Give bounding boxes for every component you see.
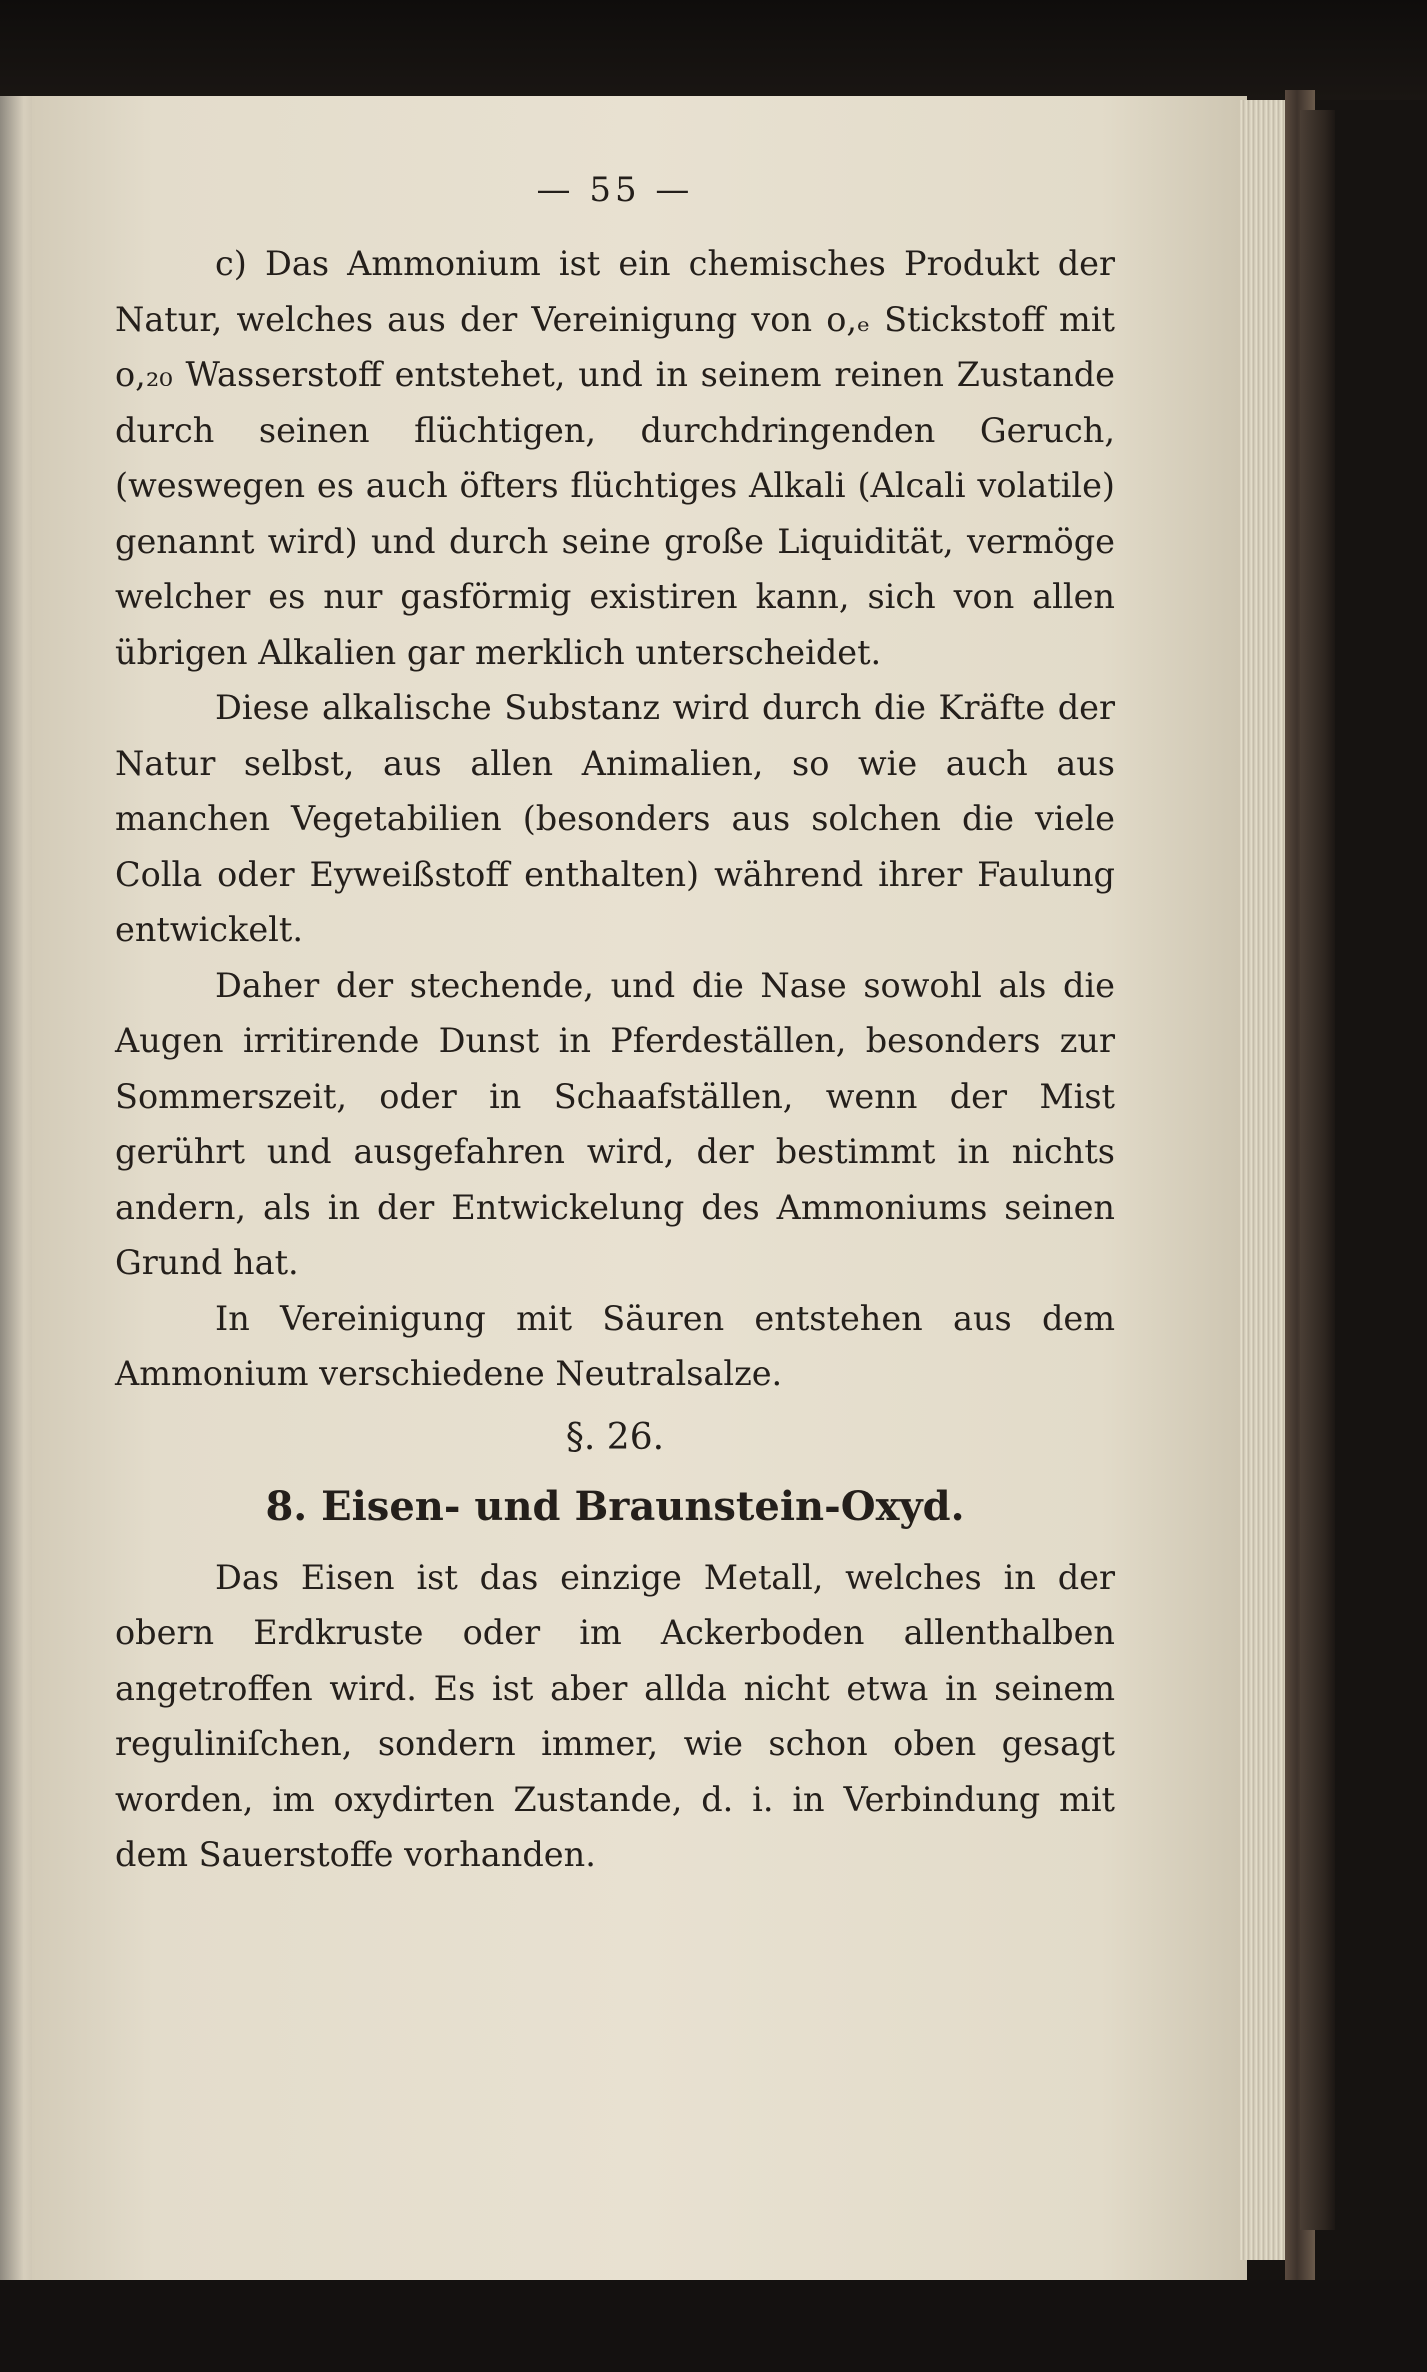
page-content — [115, 170, 1115, 1883]
bottom-background — [0, 2280, 1427, 2372]
section-heading: 8. Eisen- und Braunstein-Oxyd. — [265, 1482, 965, 1530]
paragraph-ammonium: c) Das Ammonium ist ein chemisches Produkt der Natur, welches aus der Vereinigung von o,ₑ Stickstoff mit o,₂₀ Wasserstoff entstehet, und in seinem reinen Zustande durch seinen flüchtigen, durchdringenden Geruch, (weswegen es auch öfters flüchtiges Alkali (Alcali volatile) genannt wird) und durch seine große Liquidität, vermöge welcher es nur gasförmig existiren kann, sich von allen übrigen Alkalien gar merklich unterscheidet. — [115, 244, 1115, 672]
page-number: — 55 — — [536, 170, 694, 210]
paragraph-alkaline-substance: Diese alkalische Substanz wird durch die Kräfte der Natur selbst, aus allen Animalien, so wie auch aus manchen Vegetabilien (besonders aus solchen die viele Colla oder Eyweißstoff enthalten) während ihrer Faulung entwickelt. — [115, 688, 1115, 949]
book-cover-board — [1300, 110, 1335, 2230]
paragraph-iron: Das Eisen ist das einzige Metall, welches in der obern Erdkruste oder im Ackerboden allenthalben angetroffen wird. Es ist aber allda nicht etwa in seinem reguliniſchen, sondern immer, wie schon oben gesagt worden, im oxydirten Zustande, d. i. in Verbindung mit dem Sauerstoffe vorhanden. — [115, 1557, 1115, 1874]
top-background — [0, 0, 1427, 100]
paragraph-stable-vapour: Daher der stechende, und die Nase sowohl als die Augen irritirende Dunst in Pferdeställen, besonders zur Sommerszeit, oder in Schaafställen, wenn der Mist gerührt und ausgefahren wird, der bestimmt in nichts andern, als in der Entwickelung des Ammoniums seinen Grund hat. — [115, 965, 1115, 1282]
paragraph-neutral-salts: In Vereinigung mit Säuren entstehen aus dem Ammonium verschiedene Neutralsalze. — [115, 1298, 1115, 1393]
section-mark: §. 26. — [565, 1416, 665, 1458]
